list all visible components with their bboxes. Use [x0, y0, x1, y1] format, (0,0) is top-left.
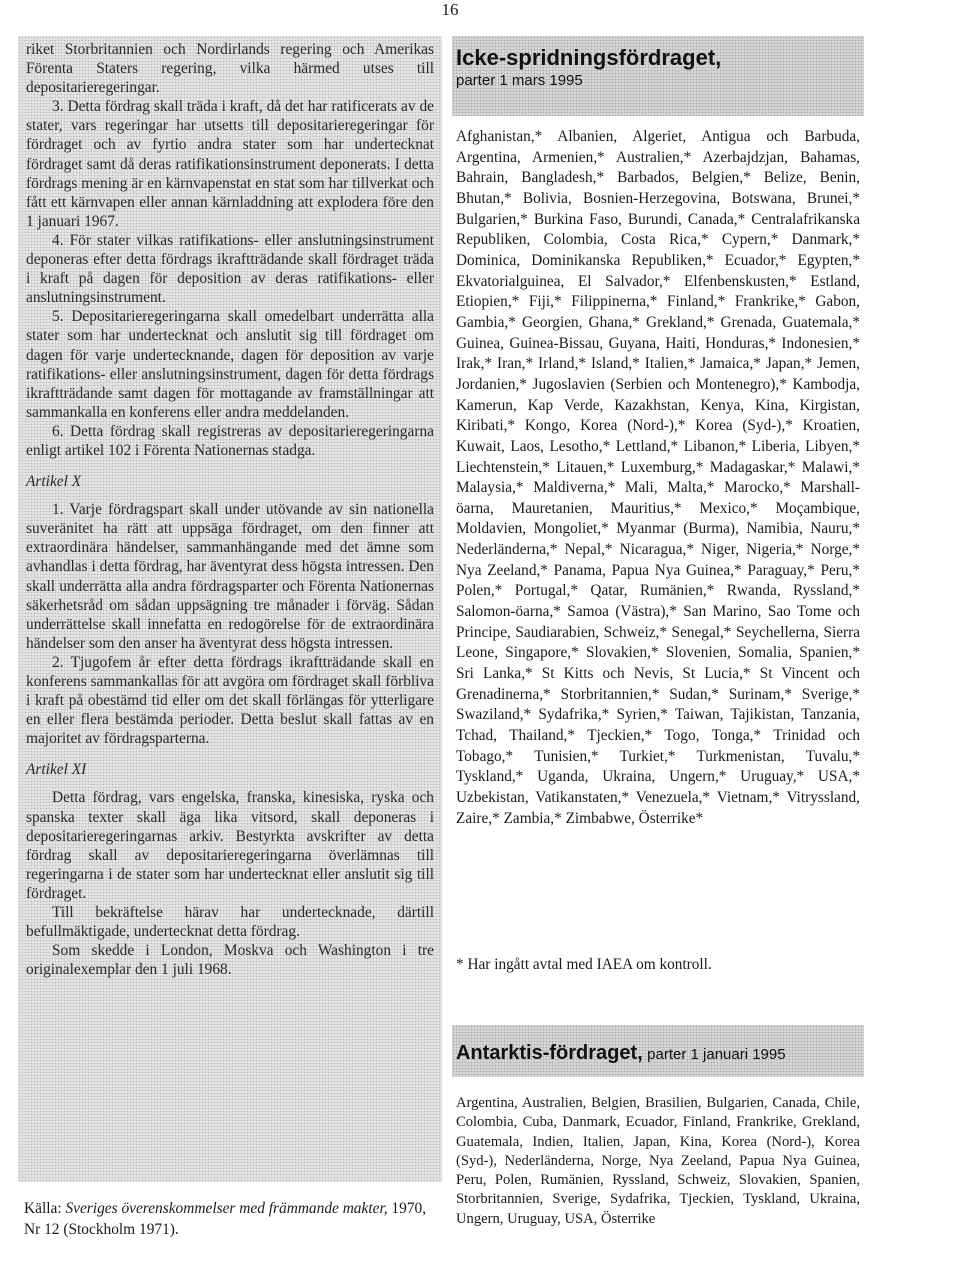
- npt-title: Icke-spridningsfördraget,: [456, 45, 722, 70]
- npt-subtitle: parter 1 mars 1995: [456, 72, 583, 89]
- antarctic-heading-banner: [452, 1025, 864, 1077]
- treaty-paragraph: 2. Tjugofem år efter detta fördrags ikraftträdande skall en konferens sammankallas för att avgöra om fördraget skall förbliva i kraft på obestämd tid eller om det skall förlängas för ytterligare en eller flera bestämda perioder. Detta beslut skall fattas av en majoritet av fördragsparterna.: [26, 653, 434, 748]
- treaty-text-column: [18, 36, 442, 1182]
- source-prefix: Källa:: [24, 1200, 66, 1217]
- treaty-paragraph: 4. För stater vilkas ratifikations- eller anslutningsinstrument deponeras efter detta fördrags ikraftträdande skall fördraget träda i kraft på dagen för deposition av deras ratifikations- eller anslutningsinstrument.: [26, 231, 434, 307]
- npt-parties: Afghanistan,* Albanien, Algeriet, Antigua och Barbuda, Argentina, Armenien,* Australien,* Azerbajdzjan, Bahamas, Bahrain, Bangladesh,* Barbados, Belgien,* Belize, Benin, Bhutan,* Bolivia, Bosnien-Herzegovina, Botswana, Brunei,* Bulgarien,* Burkina Faso, Burundi, Canada,* Centralafrikanska Republiken, Colombia, Costa Rica,* Cypern,* Danmark,* Dominica, Dominikanska Republiken,* Ecuador,* Egypten,* Ekvatorialguinea, El Salvador,* Elfenbenskusten,* Estland, Etiopien,* Fiji,* Filippinerna,* Finland,* Frankrike,* Gabon, Gambia,* Georgien, Ghana,* Grekland,* Grenada, Guatemala,* Guinea, Guinea-Bissau, Guyana, Haiti, Honduras,* Indonesien,* Irak,* Iran,* Irland,* Island,* Italien,* Jamaica,* Japan,* Jemen, Jordanien,* Jugoslavien (Serbien och Montenegro),* Kambodja, Kamerun, Kap Verde, Kazakhstan, Kenya, Kina, Kirgistan, Kiribati,* Kongo, Korea (Nord-),* Korea (Syd-),* Kroatien, Kuwait, Laos, Lesotho,* Lettland,* Libanon,* Liberia, Libyen,* Liechtenstein,* Litauen,* Luxemburg,* Madagaskar,* Malawi,* Malaysia,* Maldiverna,* Mali, Malta,* Marocko,* Marshall-öarna, Mauretanien, Mauritius,* Mexico,* Moçambique, Moldavien, Mongoliet,* Myanmar (Burma), Namibia, Nauru,* Nederländerna,* Nepal,* Nicaragua,* Niger, Nigeria,* Norge,* Nya Zeeland,* Panama, Papua Nya Guinea,* Paraguay,* Peru,* Polen,* Portugal,* Qatar, Rumänien,* Rwanda, Ryssland,* Salomon-öarna,* Samoa (Västra),* San Marino, Sao Tome och Principe, Saudiarabien, Schweiz,* Senegal,* Seychellerna, Sierra Leone, Singapore,* Slovakien,* Slovenien, Somalia, Spanien,* Sri Lanka,* St Kitts och Nevis, St Lucia,* St Vincent och Grenadinerna,* Storbritannien,* Sudan,* Surinam,* Sverige,* Swaziland,* Sydafrika,* Syrien,* Taiwan, Tajikistan, Tanzania, Tchad, Thailand,* Tjeckien,* Togo, Tonga,* Trinidad och Tobago,* Tunisien,* Turkiet,* Turkmenistan, Tuvalu,* Tyskland,* Uganda, Ukraina, Ungern,* Uruguay,* USA,* Uzbekistan, Vatikanstaten,* Venezuela,* Vietnam,* Vitryssland, Zaire,* Zambia,* Zimbabwe, Österrike*: [456, 128, 860, 827]
- treaty-paragraph: riket Storbritannien och Nordirlands regering och Amerikas Förenta Staters regering, vilka härmed utses till depositarieregeringar.: [26, 41, 434, 97]
- page-number: 16: [441, 0, 459, 19]
- treaty-paragraph: Till bekräftelse härav har undertecknade, därtill befullmäktigade, undertecknat detta fördrag.: [26, 904, 434, 941]
- treaty-paragraph: 6. Detta fördrag skall registreras av depositarieregeringarna enligt artikel 102 i Förenta Nationernas stadga.: [26, 422, 434, 459]
- source-suffix: 1970, Nr 12 (Stockholm 1971).: [24, 1200, 427, 1238]
- npt-footnote: * Har ingått avtal med IAEA om kontroll.: [456, 956, 712, 973]
- antarctic-title: Antarktis-fördraget,: [456, 1042, 643, 1064]
- treaty-paragraph: 1. Varje fördragspart skall under utövande av sin nationella suveränitet ha rätt att uppsäga fördraget, om den finner att extraordinära händelser, sammanhängande med det ämne som avhandlas i detta fördrag, har äventyrat dess högsta intressen. Den skall underrätta alla andra fördragsparter och Förenta Nationernas säkerhetsråd om sådan uppsägning tre månader i förväg. Sådan underrättelse skall innefatta en redogörelse för de extraordinära händelser som den anser ha äventyrat dess högsta intressen.: [26, 501, 434, 652]
- treaty-paragraph: 5. Depositarieregeringarna skall omedelbart underrätta alla stater som har undertecknat och anslutit sig till fördraget om dagen för varje undertecknande, dagen för deposition av varje ratifikations- eller anslutningsinstrument, dagen för detta fördrags ikraftträdande samt dagen för mottagande av framställningar att sammankalla en konferens eller andra meddelanden.: [26, 308, 434, 421]
- article-heading: Artikel X: [26, 473, 82, 491]
- article-heading: Artikel XI: [26, 761, 87, 779]
- treaty-paragraph: Detta fördrag, vars engelska, franska, kinesiska, ryska och spanska texter skall äga lika vitsord, skall deponeras i depositarieregeringarnas arkiv. Bestyrkta avskrifter av detta fördrag skall av depositarieregeringarna överlämnas till regeringarna i de stater som har undertecknat eller anslutit sig till fördraget.: [26, 789, 434, 902]
- treaty-paragraph: Som skedde i London, Moskva och Washington i tre originalexemplar den 1 juli 1968.: [26, 942, 434, 979]
- source-citation: [24, 1198, 444, 1240]
- antarctic-parties: Argentina, Australien, Belgien, Brasilien, Bulgarien, Canada, Chile, Colombia, Cuba, Danmark, Ecuador, Finland, Frankrike, Grekland, Guatemala, Indien, Italien, Japan, Kina, Korea (Nord-), Korea (Syd-), Nederländerna, Norge, Nya Zeeland, Papua Nya Guinea, Peru, Polen, Rumänien, Ryssland, Schweiz, Slovakien, Spanien, Storbritannien, Sverige, Sydafrika, Tjeckien, Tyskland, Ukraina, Ungern, Uruguay, USA, Österrike: [456, 1095, 860, 1227]
- npt-party-list: [456, 127, 860, 829]
- antarctic-party-list: [456, 1094, 860, 1229]
- source-title: Sveriges överenskommelser med främmande makter,: [65, 1200, 388, 1217]
- antarctic-subtitle: parter 1 januari 1995: [647, 1046, 786, 1063]
- treaty-paragraph: 3. Detta fördrag skall träda i kraft, då det har ratificerats av de stater, vars regeringar har utsetts till depositarieregeringar för fördraget och av fyrtio andra stater som har undertecknat fördraget samt då deras ratifikationsinstrument deponerats. I detta fördrags mening är en kärnvapenstat en stat som har tillverkat och fått ett kärnvapen eller annan kärnladdning att explodera före den 1 januari 1967.: [26, 98, 434, 230]
- npt-heading-banner: [452, 36, 864, 116]
